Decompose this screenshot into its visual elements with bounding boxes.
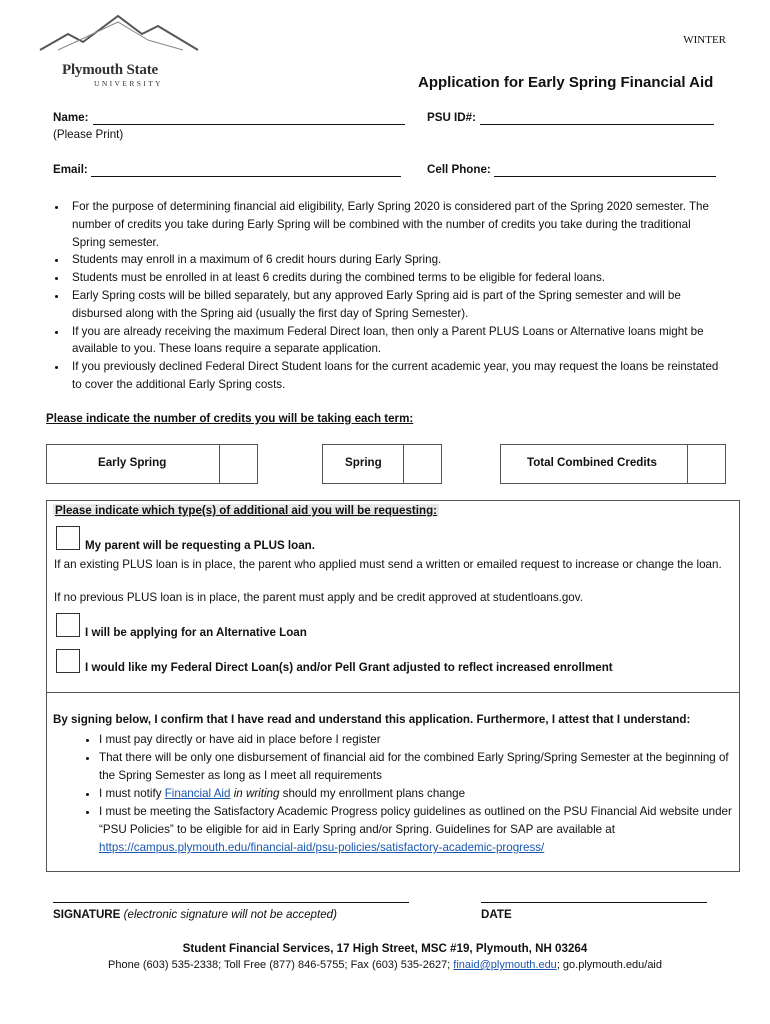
- list-item: • That there will be only one disbursement of financial aid for the combined Early Spring/Spring Semester at the beginning of the Spring Semester as long as I meet all requirements: [99, 749, 747, 785]
- list-item: • Students must be enrolled in at least 6 credits during the combined terms to be eligible for federal loans.: [68, 269, 726, 287]
- early-spring-label: Early Spring: [98, 456, 167, 469]
- total-label: Total Combined Credits: [527, 456, 657, 469]
- early-spring-input-cell[interactable]: [219, 445, 220, 483]
- email-label: Email:: [53, 163, 88, 176]
- signature-label: SIGNATURE (electronic signature will not be accepted): [53, 908, 337, 921]
- sap-policy-link[interactable]: https://campus.plymouth.edu/financial-aid/psu-policies/satisfactory-academic-progress/: [99, 841, 545, 854]
- date-line[interactable]: [481, 902, 707, 903]
- credits-heading: Please indicate the number of credits you will be taking each term:: [46, 412, 414, 425]
- plus-loan-note-2: If no previous PLUS loan is in place, the parent must apply and be credit approved at studentloans.gov.: [54, 591, 583, 604]
- logo-sub: UNIVERSITY: [94, 79, 163, 88]
- plus-loan-note-1: If an existing PLUS loan is in place, the parent who applied must send a written or emailed request to increase or change the loan.: [54, 558, 722, 571]
- name-field-line[interactable]: [93, 124, 405, 125]
- phone-field-line[interactable]: [494, 176, 716, 177]
- psu-id-field-line[interactable]: [480, 124, 714, 125]
- date-label: DATE: [481, 908, 512, 921]
- alternative-loan-checkbox[interactable]: [56, 613, 80, 637]
- aid-heading: Please indicate which type(s) of additional aid you will be requesting:: [55, 504, 438, 517]
- list-item: • I must notify Financial Aid in writing should my enrollment plans change: [99, 785, 747, 803]
- list-item: • Early Spring costs will be billed separately, but any approved Early Spring aid is part of the Spring semester and will be disbursed along with the Spring aid (usually the first day of Spring Semester).: [68, 287, 726, 323]
- spring-credit-box: [322, 444, 442, 484]
- list-item: • For the purpose of determining financial aid eligibility, Early Spring 2020 is considered part of the Spring 2020 semester. The number of credits you take during Early Spring will be combined with the number of credits you take during the traditional Spring semester.: [68, 198, 726, 251]
- total-input-cell[interactable]: [687, 445, 688, 483]
- list-item: • If you previously declined Federal Direct Student loans for the current academic year, you may request the loans be reinstated to cover the additional Early Spring costs.: [68, 358, 726, 394]
- phone-label: Cell Phone:: [427, 163, 491, 176]
- logo-name: Plymouth State: [62, 62, 158, 78]
- total-credit-box: [500, 444, 726, 484]
- name-note: (Please Print): [53, 128, 124, 141]
- name-label: Name:: [53, 111, 89, 124]
- list-item: • I must be meeting the Satisfactory Academic Progress policy guidelines as outlined on the PSU Financial Aid website under “PSU Policies” to be eligible for aid in Early Spring and/or Spring. Guidelines for SAP are available at https://campus.plymouth.edu/financial-aid/psu-policies/satisfactory-academic-progress/: [99, 803, 747, 857]
- signature-line[interactable]: [53, 902, 409, 903]
- adjust-loan-label: I would like my Federal Direct Loan(s) and/or Pell Grant adjusted to reflect increased enrollment: [85, 661, 613, 674]
- term-label: WINTER: [683, 34, 726, 46]
- alternative-loan-label: I will be applying for an Alternative Loan: [85, 626, 307, 639]
- email-link[interactable]: finaid@plymouth.edu: [453, 959, 557, 971]
- plus-loan-label: My parent will be requesting a PLUS loan.: [85, 539, 315, 552]
- adjust-loan-checkbox[interactable]: [56, 649, 80, 673]
- spring-label: Spring: [345, 456, 382, 469]
- page-title: Application for Early Spring Financial Aid: [418, 74, 714, 91]
- info-bullets: [46, 198, 726, 394]
- list-item: • If you are already receiving the maximum Federal Direct loan, then only a Parent PLUS Loans or Alternative loans might be available to you. These loans require a separate application.: [68, 323, 726, 359]
- attestation-heading: By signing below, I confirm that I have read and understand this application. Furthermore, I attest that I understand:: [53, 713, 691, 726]
- spring-input-cell[interactable]: [403, 445, 404, 483]
- financial-aid-link[interactable]: Financial Aid: [164, 787, 231, 800]
- email-field-line[interactable]: [91, 176, 401, 177]
- list-item: • I must pay directly or have aid in place before I register: [99, 731, 747, 749]
- psu-id-label: PSU ID#:: [427, 111, 476, 124]
- aid-request-box: [46, 500, 740, 694]
- early-spring-credit-box: [46, 444, 258, 484]
- plus-loan-checkbox[interactable]: [56, 526, 80, 550]
- attestation-box: [46, 692, 740, 872]
- footer-office: Student Financial Services, 17 High Street, MSC #19, Plymouth, NH 03264: [182, 942, 588, 955]
- list-item: • Students may enroll in a maximum of 6 credit hours during Early Spring.: [68, 251, 726, 269]
- university-logo: [38, 12, 203, 92]
- footer-contact: Phone (603) 535-2338; Toll Free (877) 846-5755; Fax (603) 535-2627; finaid@plymouth.edu; go.plymouth.edu/aid: [108, 959, 662, 971]
- mountain-logo-icon: [38, 12, 203, 62]
